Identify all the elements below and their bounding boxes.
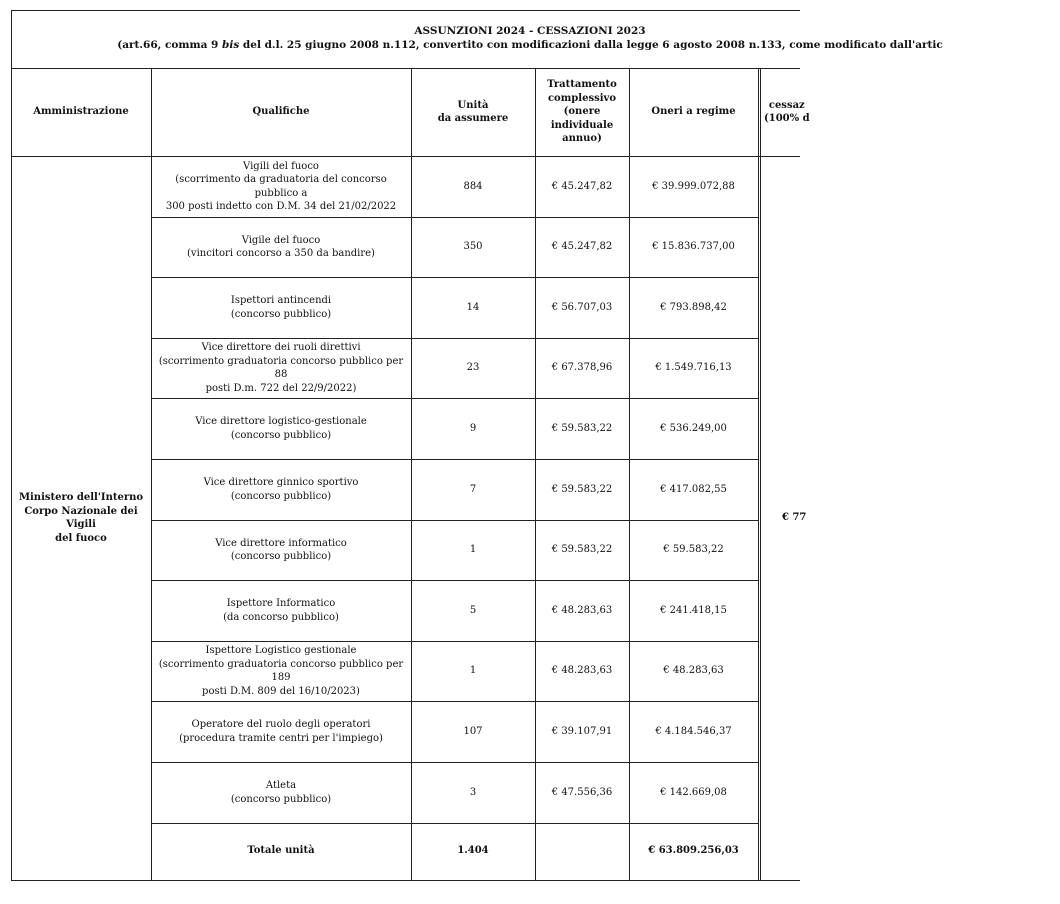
total-oneri bbox=[629, 822, 758, 880]
qualifica-line: 300 posti indetto con D.M. 34 del 21/02/2022 bbox=[165, 201, 397, 212]
trattamento-cell bbox=[535, 338, 629, 398]
qualifica-line: (concorso pubblico) bbox=[230, 308, 332, 320]
oneri-value: € 417.082,55 bbox=[660, 483, 727, 495]
header-unita-line-2: da assumere bbox=[437, 113, 509, 124]
oneri-value: € 241.418,15 bbox=[660, 604, 727, 616]
qualifica-cell bbox=[151, 641, 411, 701]
oneri-value: € 39.999.072,88 bbox=[652, 180, 735, 192]
qualifica-line: (scorrimento da graduatoria del concorso pubblico a bbox=[175, 174, 387, 199]
header-unita bbox=[411, 68, 535, 156]
amministrazione-line-2: Corpo Nazionale dei Vigili bbox=[24, 505, 138, 530]
unita-cell bbox=[411, 338, 535, 398]
subtitle-part-1: (art.66, comma 9 bbox=[117, 39, 223, 52]
header-unita-line-1: Unità bbox=[457, 99, 489, 111]
oneri-cell bbox=[629, 580, 758, 641]
qualifica-line: Vice direttore logistico-gestionale bbox=[195, 416, 367, 427]
grid-hline bbox=[11, 880, 800, 881]
unita-value: 3 bbox=[469, 786, 477, 798]
header-cessazioni bbox=[760, 68, 840, 156]
unita-value: 23 bbox=[466, 362, 480, 374]
total-unita-value: 1.404 bbox=[457, 845, 489, 857]
trattamento-value: € 48.283,63 bbox=[551, 604, 613, 616]
document-subtitle bbox=[0, 38, 1060, 52]
header-cessazioni-line-2: (100% d bbox=[764, 113, 810, 124]
oneri-cell bbox=[629, 277, 758, 338]
total-label bbox=[151, 822, 411, 880]
header-trattamento-line-5: annuo) bbox=[562, 133, 602, 145]
oneri-value: € 48.283,63 bbox=[663, 665, 724, 677]
trattamento-value: € 45.247,82 bbox=[551, 241, 613, 253]
oneri-cell bbox=[629, 156, 758, 217]
qualifica-line: Ispettori antincendi bbox=[230, 295, 332, 306]
header-cessazioni-line-1: cessaz bbox=[768, 99, 805, 111]
unita-value: 5 bbox=[469, 604, 477, 616]
qualifica-line: (da concorso pubblico) bbox=[223, 611, 339, 623]
cessazioni-value: € 77 bbox=[782, 512, 807, 524]
qualifica-cell bbox=[151, 520, 411, 580]
qualifica-line: Ispettore Informatico bbox=[226, 598, 336, 609]
trattamento-cell bbox=[535, 520, 629, 580]
trattamento-cell bbox=[535, 156, 629, 217]
trattamento-cell bbox=[535, 217, 629, 277]
qualifica-cell bbox=[151, 580, 411, 641]
cessazioni-cell bbox=[760, 156, 840, 880]
unita-value: 14 bbox=[466, 301, 480, 313]
total-unita bbox=[411, 822, 535, 880]
grid-hline bbox=[11, 10, 800, 11]
trattamento-cell bbox=[535, 762, 629, 823]
qualifica-cell bbox=[151, 338, 411, 398]
trattamento-cell bbox=[535, 580, 629, 641]
unita-cell bbox=[411, 277, 535, 338]
header-qualifiche-label: Qualifiche bbox=[252, 106, 310, 118]
unita-value: 107 bbox=[463, 725, 483, 737]
unita-cell bbox=[411, 701, 535, 762]
qualifica-line: Vigili del fuoco bbox=[243, 160, 319, 172]
qualifica-line: (scorrimento graduatoria concorso pubblico per 88 bbox=[158, 355, 404, 380]
header-trattamento bbox=[535, 68, 629, 156]
header-trattamento-line-3: (onere bbox=[563, 106, 601, 118]
document-title: ASSUNZIONI 2024 - CESSAZIONI 2023 bbox=[414, 25, 646, 37]
qualifica-line: Ispettore Logistico gestionale bbox=[205, 645, 357, 656]
subtitle-italic: bis bbox=[222, 39, 240, 52]
oneri-cell bbox=[629, 641, 758, 701]
grid-vline bbox=[758, 68, 759, 880]
subtitle-part-2: del d.l. 25 giugno 2008 n.112, convertito con modificazioni dalla legge 6 agosto 2008 n.133, come modificato dall'artic bbox=[239, 39, 943, 52]
oneri-cell bbox=[629, 520, 758, 580]
unita-value: 1 bbox=[469, 544, 477, 556]
amministrazione-line-3: del fuoco bbox=[55, 532, 107, 544]
oneri-cell bbox=[629, 762, 758, 823]
qualifica-line: (concorso pubblico) bbox=[230, 490, 332, 502]
qualifica-line: Vice direttore dei ruoli direttivi bbox=[201, 342, 361, 353]
qualifica-line: (vincitori concorso a 350 da bandire) bbox=[187, 248, 375, 259]
qualifica-line: Vice direttore ginnico sportivo bbox=[203, 477, 359, 488]
unita-cell bbox=[411, 641, 535, 701]
unita-value: 9 bbox=[469, 422, 477, 434]
qualifica-line: Operatore del ruolo degli operatori bbox=[191, 719, 371, 730]
header-qualifiche bbox=[151, 68, 411, 156]
oneri-value: € 15.836.737,00 bbox=[652, 241, 735, 253]
oneri-cell bbox=[629, 338, 758, 398]
trattamento-cell bbox=[535, 459, 629, 520]
qualifica-line: (concorso pubblico) bbox=[230, 551, 332, 562]
qualifica-cell bbox=[151, 156, 411, 217]
unita-cell bbox=[411, 520, 535, 580]
unita-cell bbox=[411, 398, 535, 459]
amministrazione-cell bbox=[11, 156, 151, 880]
qualifica-line: (scorrimento graduatoria concorso pubblico per 189 bbox=[158, 658, 404, 683]
trattamento-value: € 59.583,22 bbox=[551, 422, 613, 434]
header-oneri bbox=[629, 68, 758, 156]
trattamento-value: € 67.378,96 bbox=[551, 362, 613, 374]
oneri-value: € 59.583,22 bbox=[663, 544, 724, 556]
oneri-value: € 4.184.546,37 bbox=[655, 725, 732, 737]
trattamento-value: € 47.556,36 bbox=[551, 786, 613, 798]
trattamento-value: € 59.583,22 bbox=[551, 544, 613, 556]
oneri-value: € 793.898,42 bbox=[660, 301, 727, 313]
qualifica-cell bbox=[151, 217, 411, 277]
total-oneri-value: € 63.809.256,03 bbox=[648, 845, 739, 857]
trattamento-value: € 39.107,91 bbox=[551, 725, 613, 737]
qualifica-cell bbox=[151, 459, 411, 520]
trattamento-value: € 45.247,82 bbox=[551, 180, 613, 192]
unita-cell bbox=[411, 156, 535, 217]
trattamento-value: € 48.283,63 bbox=[551, 665, 613, 677]
unita-cell bbox=[411, 459, 535, 520]
qualifica-line: Atleta bbox=[265, 780, 297, 791]
oneri-cell bbox=[629, 217, 758, 277]
oneri-value: € 1.549.716,13 bbox=[655, 362, 732, 374]
trattamento-cell bbox=[535, 398, 629, 459]
document-title-block bbox=[0, 24, 1060, 52]
trattamento-value: € 59.583,22 bbox=[551, 483, 613, 495]
header-trattamento-line-4: individuale bbox=[550, 119, 614, 131]
unita-value: 350 bbox=[463, 241, 483, 253]
qualifica-line: Vice direttore informatico bbox=[215, 537, 347, 549]
qualifica-line: Vigile del fuoco bbox=[241, 234, 321, 246]
oneri-cell bbox=[629, 459, 758, 520]
qualifica-line: (concorso pubblico) bbox=[230, 429, 332, 441]
unita-cell bbox=[411, 217, 535, 277]
oneri-value: € 142.669,08 bbox=[660, 786, 727, 798]
header-trattamento-line-1: Trattamento bbox=[547, 79, 617, 91]
header-oneri-label: Oneri a regime bbox=[651, 106, 736, 118]
total-label-text: Totale unità bbox=[247, 845, 315, 857]
unita-value: 884 bbox=[463, 180, 483, 192]
oneri-cell bbox=[629, 398, 758, 459]
qualifica-line: posti D.M. 809 del 16/10/2023) bbox=[202, 685, 360, 697]
amministrazione-line-1: Ministero dell'Interno bbox=[18, 492, 144, 503]
unita-value: 1 bbox=[469, 665, 477, 677]
header-trattamento-line-2: complessivo bbox=[547, 92, 617, 104]
oneri-cell bbox=[629, 701, 758, 762]
unita-value: 7 bbox=[469, 483, 477, 495]
qualifica-cell bbox=[151, 398, 411, 459]
trattamento-cell bbox=[535, 641, 629, 701]
qualifica-cell bbox=[151, 277, 411, 338]
header-amministrazione-label: Amministrazione bbox=[33, 106, 129, 118]
trattamento-cell bbox=[535, 277, 629, 338]
qualifica-line: posti D.m. 722 del 22/9/2022) bbox=[205, 382, 357, 394]
qualifica-line: (procedura tramite centri per l'impiego) bbox=[179, 732, 383, 744]
qualifica-line: (concorso pubblico) bbox=[230, 793, 332, 805]
header-amministrazione bbox=[11, 68, 151, 156]
trattamento-value: € 56.707,03 bbox=[551, 301, 613, 313]
trattamento-cell bbox=[535, 701, 629, 762]
oneri-value: € 536.249,00 bbox=[660, 422, 727, 434]
unita-cell bbox=[411, 580, 535, 641]
unita-cell bbox=[411, 762, 535, 823]
qualifica-cell bbox=[151, 701, 411, 762]
qualifica-cell bbox=[151, 762, 411, 823]
